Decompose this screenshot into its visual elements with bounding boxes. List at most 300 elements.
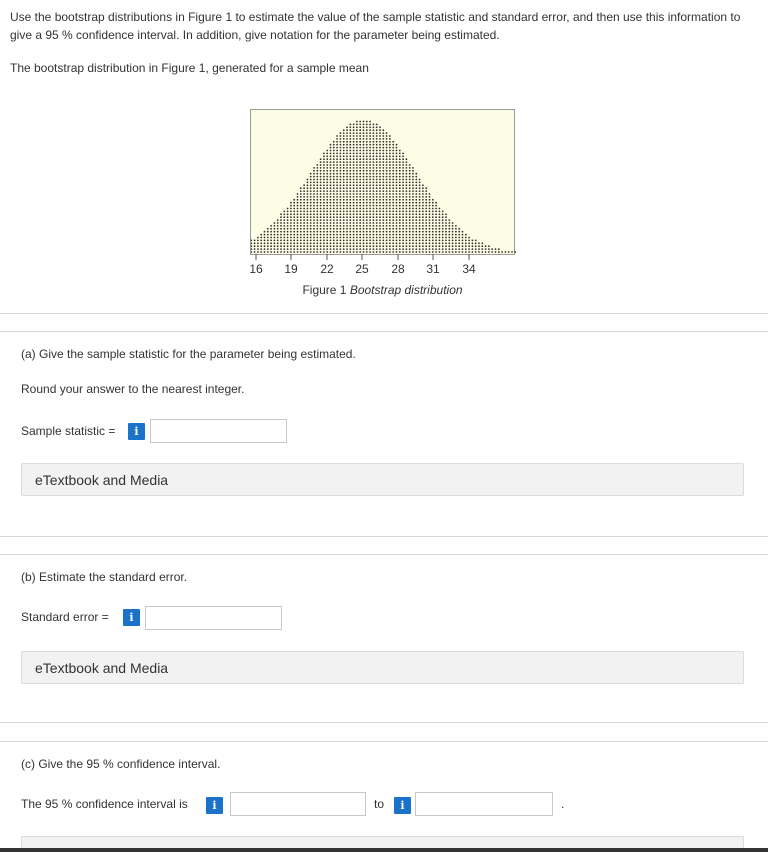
- dotplot-dot: [320, 170, 322, 172]
- dotplot-dot: [376, 150, 378, 152]
- dotplot-dot: [359, 164, 361, 166]
- dotplot-dot: [333, 187, 335, 189]
- dotplot-dot: [356, 211, 358, 213]
- dotplot-dot: [297, 234, 299, 236]
- dotplot-dot: [356, 182, 358, 184]
- dotplot-dot: [425, 205, 427, 207]
- dotplot-dot: [323, 196, 325, 198]
- dotplot-dot: [303, 228, 305, 230]
- dotplot-dot: [343, 202, 345, 204]
- dotplot-dot: [406, 248, 408, 250]
- dotplot-dot: [330, 179, 332, 181]
- dotplot-dot: [320, 202, 322, 204]
- etextbook-media-button[interactable]: [21, 463, 744, 496]
- dotplot-dot: [353, 208, 355, 210]
- dotplot-dot: [415, 213, 417, 215]
- dotplot-dot: [406, 184, 408, 186]
- dotplot-dot: [392, 208, 394, 210]
- dotplot-dot: [349, 187, 351, 189]
- dotplot-dot: [316, 242, 318, 244]
- dotplot-dot: [333, 202, 335, 204]
- dotplot-dot: [429, 222, 431, 224]
- dotplot-dot: [415, 173, 417, 175]
- dotplot-dot: [333, 219, 335, 221]
- dotplot-dot: [396, 248, 398, 250]
- dotplot-dot: [409, 216, 411, 218]
- dotplot-dot: [359, 237, 361, 239]
- dotplot-dot: [353, 199, 355, 201]
- dotplot-dot: [349, 240, 351, 242]
- dotplot-dot: [270, 234, 272, 236]
- dotplot-dot: [340, 222, 342, 224]
- dotplot-dot: [356, 202, 358, 204]
- dotplot-dot: [392, 231, 394, 233]
- dotplot-dot: [396, 179, 398, 181]
- dotplot-dot: [412, 184, 414, 186]
- dotplot-dot: [382, 176, 384, 178]
- dotplot-dot: [406, 245, 408, 247]
- dotplot-dot: [310, 222, 312, 224]
- dotplot-dot: [448, 231, 450, 233]
- dotplot-dot: [373, 216, 375, 218]
- dotplot-dot: [369, 121, 371, 123]
- dotplot-dot: [386, 219, 388, 221]
- dotplot-dot: [373, 158, 375, 160]
- dotplot-dot: [396, 216, 398, 218]
- dotplot-dot: [326, 234, 328, 236]
- dotplot-dot: [442, 231, 444, 233]
- dotplot-dot: [353, 135, 355, 137]
- dotplot-dot: [389, 245, 391, 247]
- dotplot-dot: [369, 240, 371, 242]
- dotplot-dot: [293, 225, 295, 227]
- dotplot-dot: [349, 211, 351, 213]
- etextbook-media-button[interactable]: [21, 651, 744, 684]
- dotplot-dot: [287, 234, 289, 236]
- dotplot-dot: [366, 182, 368, 184]
- dotplot-dot: [382, 213, 384, 215]
- dotplot-dot: [415, 196, 417, 198]
- dotplot-dot: [379, 225, 381, 227]
- dotplot-dot: [264, 245, 266, 247]
- dotplot-dot: [379, 196, 381, 198]
- dotplot-dot: [316, 179, 318, 181]
- dotplot-dot: [287, 228, 289, 230]
- dotplot-dot: [283, 219, 285, 221]
- dotplot-dot: [349, 176, 351, 178]
- dotplot-dot: [406, 211, 408, 213]
- dotplot-dot: [363, 213, 365, 215]
- dotplot-dot: [402, 167, 404, 169]
- dotplot-dot: [316, 222, 318, 224]
- dotplot-dot: [353, 182, 355, 184]
- dotplot-dot: [432, 202, 434, 204]
- dotplot-dot: [445, 225, 447, 227]
- dotplot-dot: [330, 245, 332, 247]
- dotplot-dot: [419, 231, 421, 233]
- dotplot-dot: [303, 242, 305, 244]
- dotplot-dot: [429, 219, 431, 221]
- dotplot-dot: [267, 248, 269, 250]
- dotplot-dot: [366, 211, 368, 213]
- dotplot-dot: [422, 240, 424, 242]
- dotplot-dot: [290, 231, 292, 233]
- dotplot-dot: [409, 208, 411, 210]
- dotplot-dot: [310, 225, 312, 227]
- interval-upper-input[interactable]: [415, 792, 553, 816]
- dotplot-dot: [316, 173, 318, 175]
- dotplot-dot: [432, 222, 434, 224]
- dotplot-dot: [386, 213, 388, 215]
- dotplot-dot: [392, 240, 394, 242]
- dotplot-dot: [382, 144, 384, 146]
- dotplot-dot: [458, 248, 460, 250]
- dotplot-dot: [376, 187, 378, 189]
- dotplot-dot: [323, 222, 325, 224]
- dotplot-dot: [402, 184, 404, 186]
- dotplot-dot: [264, 234, 266, 236]
- dotplot-dot: [455, 245, 457, 247]
- dotplot-dot: [379, 150, 381, 152]
- dotplot-dot: [389, 155, 391, 157]
- dotplot-dot: [369, 216, 371, 218]
- dotplot-dot: [356, 234, 358, 236]
- dotplot-dot: [389, 237, 391, 239]
- dotplot-dot: [422, 231, 424, 233]
- dotplot-dot: [323, 155, 325, 157]
- dotplot-dot: [376, 245, 378, 247]
- dotplot-dot: [399, 225, 401, 227]
- dotplot-dot: [455, 231, 457, 233]
- dotplot-dot: [376, 228, 378, 230]
- dotplot-dot: [290, 225, 292, 227]
- dotplot-dot: [346, 240, 348, 242]
- dotplot-dot: [379, 237, 381, 239]
- dotplot-dot: [439, 219, 441, 221]
- dotplot-dot: [429, 234, 431, 236]
- dotplot-dot: [363, 231, 365, 233]
- dotplot-dot: [356, 231, 358, 233]
- dotplot-dot: [303, 190, 305, 192]
- dotplot-dot: [392, 141, 394, 143]
- dotplot-dot: [346, 190, 348, 192]
- dotplot-dot: [429, 211, 431, 213]
- dotplot-dot: [442, 245, 444, 247]
- dotplot-dot: [290, 237, 292, 239]
- dotplot-dot: [448, 242, 450, 244]
- dotplot-dot: [336, 245, 338, 247]
- dotplot-dot: [349, 248, 351, 250]
- dotplot-dot: [280, 245, 282, 247]
- dotplot-dot: [379, 173, 381, 175]
- dotplot-dot: [396, 167, 398, 169]
- dotplot-dot: [369, 182, 371, 184]
- dotplot-dot: [274, 225, 276, 227]
- dotplot-dot: [363, 193, 365, 195]
- dotplot-dot: [359, 170, 361, 172]
- dotplot-dot: [283, 237, 285, 239]
- dotplot-dot: [346, 173, 348, 175]
- dotplot-dot: [379, 147, 381, 149]
- dotplot-dot: [300, 240, 302, 242]
- dotplot-dot: [330, 242, 332, 244]
- dotplot-dot: [373, 248, 375, 250]
- dotplot-dot: [359, 141, 361, 143]
- dotplot-dot: [316, 231, 318, 233]
- dotplot-dot: [455, 225, 457, 227]
- dotplot-dot: [274, 222, 276, 224]
- dotplot-dot: [422, 248, 424, 250]
- dotplot-dot: [406, 190, 408, 192]
- dotplot-dot: [495, 248, 497, 250]
- dotplot-dot: [349, 155, 351, 157]
- dotplot-dot: [386, 173, 388, 175]
- dotplot-dot: [396, 187, 398, 189]
- dotplot-dot: [363, 184, 365, 186]
- dotplot-dot: [396, 176, 398, 178]
- dotplot-dot: [369, 161, 371, 163]
- dotplot-dot: [373, 208, 375, 210]
- dotplot-dot: [415, 237, 417, 239]
- dotplot-dot: [267, 228, 269, 230]
- dotplot-dot: [353, 187, 355, 189]
- dotplot-dot: [353, 211, 355, 213]
- dotplot-svg: [251, 110, 516, 256]
- dotplot-dot: [472, 248, 474, 250]
- dotplot-dot: [485, 245, 487, 247]
- dotplot-dot: [376, 196, 378, 198]
- dotplot-dot: [297, 216, 299, 218]
- dotplot-dot: [439, 225, 441, 227]
- dotplot-dot: [392, 190, 394, 192]
- dotplot-dot: [409, 182, 411, 184]
- dotplot-dot: [363, 121, 365, 123]
- dotplot-dot: [346, 170, 348, 172]
- dotplot-dot: [359, 158, 361, 160]
- dotplot-dot: [356, 135, 358, 137]
- dotplot-dot: [366, 141, 368, 143]
- dotplot-dot: [346, 164, 348, 166]
- dotplot-dot: [415, 234, 417, 236]
- dotplot-dot: [419, 216, 421, 218]
- dotplot-dot: [452, 231, 454, 233]
- dotplot-dot: [448, 237, 450, 239]
- dotplot-dot: [330, 216, 332, 218]
- dotplot-dot: [435, 213, 437, 215]
- dotplot-dot: [412, 234, 414, 236]
- dotplot-dot: [412, 202, 414, 204]
- dotplot-dot: [462, 237, 464, 239]
- dotplot-dot: [419, 225, 421, 227]
- dotplot-dot: [283, 245, 285, 247]
- dotplot-dot: [389, 193, 391, 195]
- dotplot-dot: [270, 231, 272, 233]
- dotplot-dot: [366, 222, 368, 224]
- dotplot-dot: [310, 199, 312, 201]
- info-icon[interactable]: i: [123, 609, 140, 626]
- dotplot-dot: [330, 173, 332, 175]
- dotplot-dot: [396, 184, 398, 186]
- dotplot-dot: [254, 242, 256, 244]
- dotplot-dot: [478, 242, 480, 244]
- dotplot-dot: [326, 213, 328, 215]
- standard-error-input[interactable]: [145, 606, 282, 630]
- info-icon[interactable]: i: [128, 423, 145, 440]
- dotplot-dot: [376, 135, 378, 137]
- dotplot-dot: [445, 234, 447, 236]
- dotplot-dot: [353, 161, 355, 163]
- dotplot-dot: [366, 144, 368, 146]
- dotplot-dot: [386, 237, 388, 239]
- dotplot-dot: [326, 222, 328, 224]
- dotplot-dot: [343, 129, 345, 131]
- dotplot-dot: [442, 216, 444, 218]
- dotplot-dot: [402, 193, 404, 195]
- dotplot-dot: [373, 179, 375, 181]
- dotplot-dot: [313, 167, 315, 169]
- dotplot-dot: [293, 240, 295, 242]
- dotplot-dot: [353, 184, 355, 186]
- dotplot-dot: [287, 242, 289, 244]
- dotplot-dot: [445, 240, 447, 242]
- dotplot-dot: [462, 248, 464, 250]
- dotplot-dot: [310, 202, 312, 204]
- dotplot-dot: [386, 208, 388, 210]
- dotplot-dot: [382, 147, 384, 149]
- dotplot-dot: [336, 147, 338, 149]
- dotplot-dot: [280, 240, 282, 242]
- dotplot-dot: [303, 202, 305, 204]
- dotplot-dot: [373, 155, 375, 157]
- dotplot-dot: [432, 225, 434, 227]
- dotplot-dot: [442, 225, 444, 227]
- dotplot-dot: [491, 248, 493, 250]
- dotplot-dot: [316, 211, 318, 213]
- dotplot-dot: [363, 242, 365, 244]
- dotplot-frame: [250, 109, 515, 255]
- dotplot-dot: [396, 196, 398, 198]
- dotplot-dot: [283, 231, 285, 233]
- dotplot-dot: [336, 228, 338, 230]
- dotplot-dot: [316, 176, 318, 178]
- dotplot-dot: [326, 164, 328, 166]
- dotplot-dot: [340, 153, 342, 155]
- dotplot-dot: [429, 240, 431, 242]
- dotplot-dot: [392, 216, 394, 218]
- dotplot-dot: [340, 173, 342, 175]
- dotplot-dot: [432, 216, 434, 218]
- dotplot-dot: [359, 153, 361, 155]
- dotplot-dot: [439, 216, 441, 218]
- info-icon[interactable]: i: [206, 797, 223, 814]
- dotplot-dot: [320, 231, 322, 233]
- dotplot-dot: [448, 240, 450, 242]
- dotplot-dot: [419, 179, 421, 181]
- dotplot-dot: [264, 237, 266, 239]
- dotplot-dot: [303, 219, 305, 221]
- dotplot-dot: [369, 184, 371, 186]
- dotplot-dot: [363, 153, 365, 155]
- dotplot-dot: [320, 158, 322, 160]
- dotplot-dot: [392, 202, 394, 204]
- dotplot-dot: [340, 187, 342, 189]
- dotplot-dot: [382, 132, 384, 134]
- dotplot-dot: [376, 153, 378, 155]
- dotplot-dot: [412, 199, 414, 201]
- dotplot-dot: [439, 248, 441, 250]
- dotplot-dot: [439, 234, 441, 236]
- dotplot-dot: [336, 141, 338, 143]
- dotplot-dot: [485, 248, 487, 250]
- dotplot-dot: [369, 126, 371, 128]
- info-icon[interactable]: i: [394, 797, 411, 814]
- dotplot-dot: [412, 176, 414, 178]
- dotplot-dot: [349, 231, 351, 233]
- dotplot-dot: [326, 225, 328, 227]
- dotplot-dot: [359, 216, 361, 218]
- dotplot-dot: [379, 228, 381, 230]
- dotplot-dot: [310, 234, 312, 236]
- dotplot-dot: [422, 213, 424, 215]
- dotplot-dot: [392, 170, 394, 172]
- dotplot-dot: [412, 205, 414, 207]
- dotplot-dot: [330, 161, 332, 163]
- dotplot-dot: [313, 237, 315, 239]
- dotplot-dot: [386, 225, 388, 227]
- dotplot-dot: [346, 141, 348, 143]
- tick-label-31: 31: [426, 262, 440, 276]
- dotplot-dot: [369, 208, 371, 210]
- dotplot-dot: [320, 213, 322, 215]
- dotplot-dot: [313, 205, 315, 207]
- dotplot-dot: [366, 225, 368, 227]
- sample-statistic-input[interactable]: [150, 419, 287, 443]
- dotplot-dot: [320, 222, 322, 224]
- dotplot-dot: [356, 167, 358, 169]
- dotplot-dot: [425, 202, 427, 204]
- dotplot-dot: [386, 150, 388, 152]
- interval-lower-input[interactable]: [230, 792, 366, 816]
- dotplot-dot: [293, 199, 295, 201]
- dotplot-dot: [353, 170, 355, 172]
- dotplot-dot: [396, 199, 398, 201]
- dotplot-dot: [336, 179, 338, 181]
- dotplot-dot: [303, 211, 305, 213]
- dotplot-dot: [340, 234, 342, 236]
- dotplot-dot: [349, 225, 351, 227]
- dotplot-dot: [257, 240, 259, 242]
- dotplot-dot: [343, 193, 345, 195]
- dotplot-dot: [429, 225, 431, 227]
- dotplot-dot: [326, 184, 328, 186]
- dotplot-dot: [310, 219, 312, 221]
- dotplot-dot: [399, 155, 401, 157]
- dotplot-dot: [353, 245, 355, 247]
- dotplot-dot: [369, 187, 371, 189]
- dotplot-dot: [373, 222, 375, 224]
- dotplot-dot: [333, 193, 335, 195]
- dotplot-dot: [396, 208, 398, 210]
- dotplot-dot: [376, 193, 378, 195]
- dotplot-dot: [409, 242, 411, 244]
- dotplot-dot: [419, 228, 421, 230]
- dotplot-dot: [333, 179, 335, 181]
- dotplot-dot: [356, 147, 358, 149]
- dotplot-dot: [392, 225, 394, 227]
- dotplot-dot: [270, 248, 272, 250]
- dotplot-dot: [402, 182, 404, 184]
- dotplot-dot: [323, 170, 325, 172]
